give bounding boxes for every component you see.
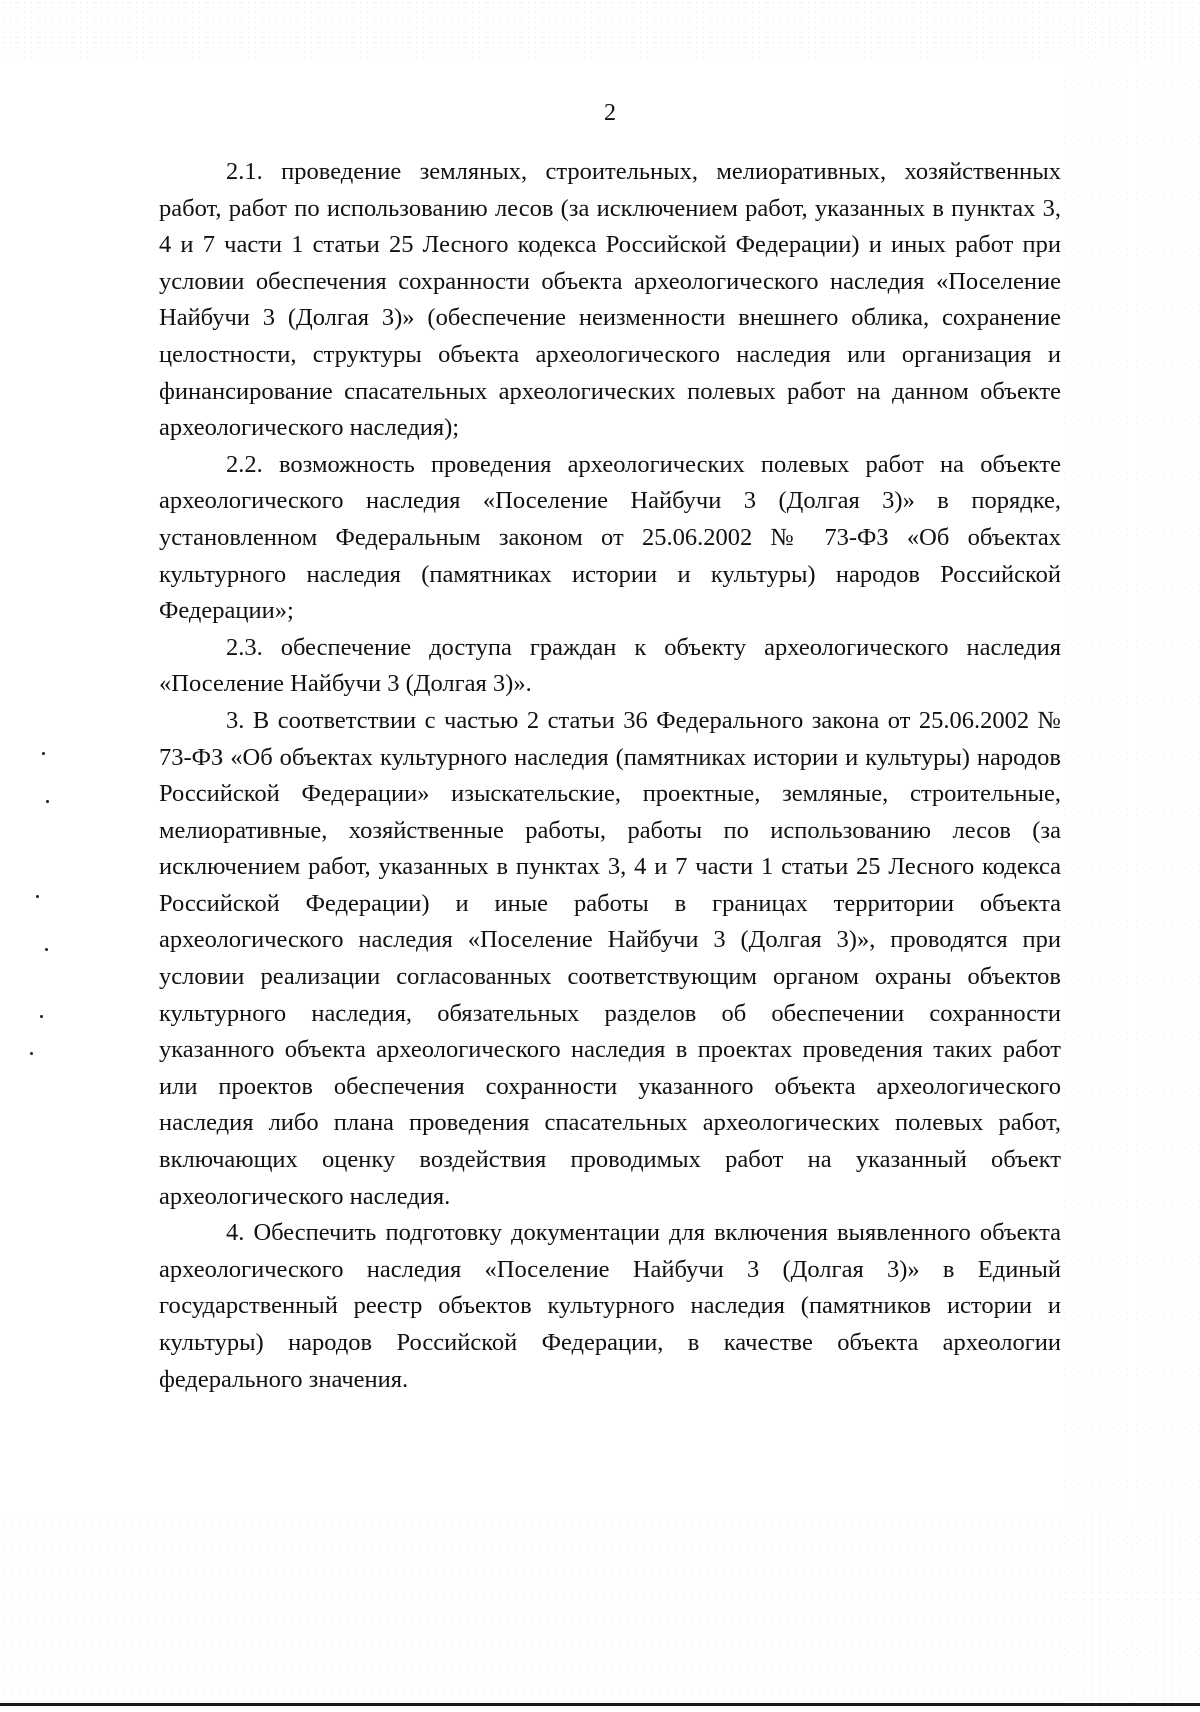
document-body <box>159 154 1061 1398</box>
scan-noise-right <box>1060 0 1200 1712</box>
scan-mark <box>36 895 39 898</box>
page-bottom-edge <box>0 1703 1200 1706</box>
scan-noise-top <box>0 0 1200 60</box>
paragraph-4: 4. Обеспечить подготовку документации для включения выявленного объекта археологического наследия «Поселение Найбучи 3 (Долгая 3)» в Единый государственный реестр объектов культурного наследия (памятников истории и культуры) народов Российской Федерации, в качестве объекта археологии федерального значения. <box>159 1219 1061 1393</box>
scan-mark <box>42 752 45 755</box>
paragraph-2-1: 2.1. проведение земляных, строительных, мелиоративных, хозяйственных работ, работ по использованию лесов (за исключением работ, указанных в пунктах 3, 4 и 7 части 1 статьи 25 Лесного кодекса Российской Федерации) и иных работ при условии обеспечения сохранности объекта археологического наследия «Поселение Найбучи 3 (Долгая 3)» (обеспечение неизменности внешнего облика, сохранение целостности, структуры объекта археологического наследия или организация и финансирование спасательных археологических полевых работ на данном объекте археологического наследия); <box>159 158 1061 442</box>
scan-noise-bottom <box>0 1512 1200 1712</box>
scan-mark <box>40 1015 43 1018</box>
scan-mark <box>45 948 48 951</box>
paragraph-2-3: 2.3. обеспечение доступа граждан к объекту археологического наследия «Поселение Найбучи 3 (Долгая 3)». <box>159 633 1061 698</box>
scan-mark <box>46 800 49 803</box>
scan-mark <box>30 1052 33 1055</box>
paragraph-2-2: 2.2. возможность проведения археологических полевых работ на объекте археологического наследия «Поселение Найбучи 3 (Долгая 3)» в порядке, установленном Федеральным законом от 25.06.2002 № 73-ФЗ «Об объектах культурного наследия (памятниках истории и культуры) народов Российской Федерации»; <box>159 450 1061 625</box>
paragraph-3: 3. В соответствии с частью 2 статьи 36 Федерального закона от 25.06.2002 № 73-ФЗ «Об объектах культурного наследия (памятниках истории и культуры) народов Российской Федерации» изыскательские, проектные, земляные, строительные, мелиоративные, хозяйственные работы, работы по использованию лесов (за исключением работ, указанных в пунктах 3, 4 и 7 части 1 статьи 25 Лесного кодекса Российской Федерации) и иные работы в границах территории объекта археологического наследия «Поселение Найбучи 3 (Долгая 3)», проводятся при условии реализации согласованных соответствующим органом охраны объектов культурного наследия, обязательных разделов об обеспечении сохранности указанного объекта археологического наследия в проектах проведения таких работ или проектов обеспечения сохранности указанного объекта археологического наследия либо плана проведения спасательных археологических полевых работ, включающих оценку воздействия проводимых работ на указанный объект археологического наследия. <box>159 706 1061 1210</box>
page-number: 2 <box>604 100 616 126</box>
